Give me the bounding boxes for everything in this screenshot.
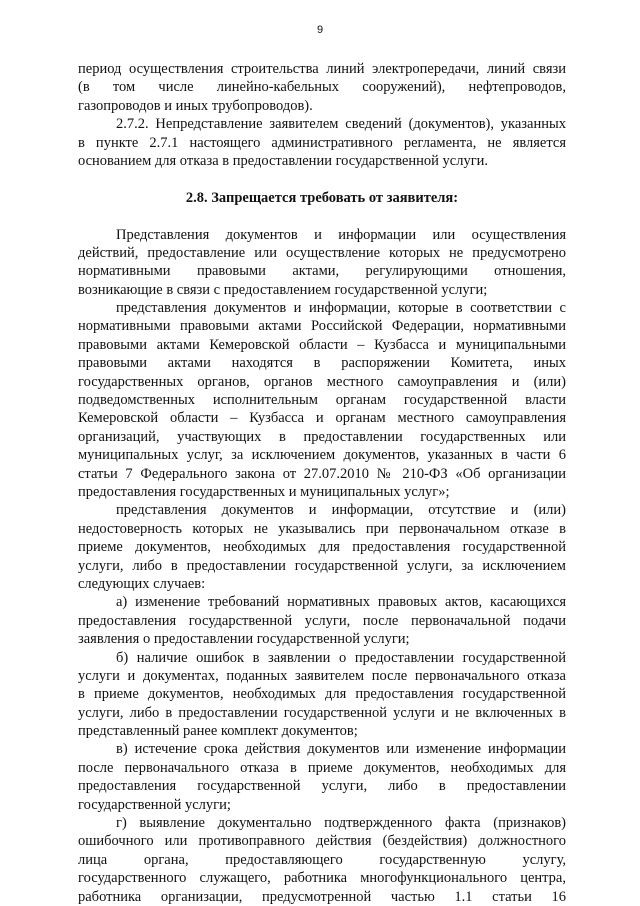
paragraph-gap — [78, 170, 566, 188]
text-line: правовыми актами Кемеровской области – Кузбасса и муниципальными — [78, 336, 566, 353]
text-line: основанием для отказа в предоставлении государственной услуги. — [78, 152, 489, 169]
text-line: 2.7.2. Непредставление заявителем сведений (документов), указанных — [116, 116, 566, 133]
text-line: правовыми актами находятся в распоряжении Комитета, иных — [78, 355, 566, 372]
text-line: г) выявление документально подтвержденного факта (признаков) — [116, 815, 566, 832]
text-line: в приеме документов, необходимых для предоставления государственной — [78, 686, 566, 703]
text-line: ошибочного или противоправного действия (бездействия) должностного — [78, 833, 566, 850]
text-line: лица органа, предоставляющего государственную услугу, — [78, 851, 566, 868]
text-line: (в том числе линейно-кабельных сооружений), нефтепроводов, — [78, 79, 566, 96]
text-line: недостоверность которых не указывались при первоначальном отказе в — [78, 520, 566, 537]
text-line: возникающие в связи с предоставлением государственной услуги; — [78, 281, 488, 298]
text-line: Представления документов и информации или осуществления — [116, 226, 566, 243]
text-line: предоставления государственных и муниципальных услуг»; — [78, 483, 450, 500]
text-line: следующих случаев: — [78, 575, 206, 592]
text-line: период осуществления строительства линий электропередачи, линий связи — [78, 61, 566, 77]
page-number: 9 — [316, 24, 324, 36]
text-line: услуги, либо в предоставлении государственной услуги и не включенных в — [78, 704, 566, 721]
text-line: газопроводов и иных трубопроводов). — [78, 97, 313, 114]
text-line: предоставления государственной услуги, после первоначальной подачи — [78, 612, 566, 629]
text-line: заявления о предоставлении государственной услуги; — [78, 631, 410, 648]
text-line: организаций, участвующих в предоставлении государственных или — [78, 428, 566, 445]
text-line: представленный ранее комплект документов; — [78, 723, 358, 740]
document-body — [78, 60, 566, 906]
text-line: нормативными правовыми актами, регулирующими отношения, — [78, 263, 566, 280]
text-line: работника организации, предусмотренной частью 1.1 статьи 16 — [78, 888, 566, 905]
text-line: подведомственных исполнительным органам государственной власти — [78, 392, 566, 409]
text-line: представления документов и информации, которые в соответствии с — [116, 300, 566, 317]
text-line: муниципальных услуг, за исключением документов, указанных в части 6 — [78, 447, 566, 464]
text-line: в пункте 2.7.1 настоящего административного регламента, не является — [78, 134, 566, 151]
text-line: государственной услуги; — [78, 796, 231, 813]
text-line: б) наличие ошибок в заявлении о предоставлении государственной — [116, 649, 566, 666]
text-line: государственных органов, органов местного самоуправления и (или) — [78, 373, 566, 390]
text-line: государственного служащего, работника многофункционального центра, — [78, 870, 566, 887]
text-line: услуги, либо в предоставлении государственной услуги, за исключением — [78, 557, 566, 574]
text-line: услуги и документах, поданных заявителем после первоначального отказа — [78, 667, 566, 684]
paragraph-gap — [78, 207, 566, 225]
section-heading: 2.8. Запрещается требовать от заявителя: — [185, 189, 459, 206]
text-line: в) истечение срока действия документов или изменение информации — [116, 741, 566, 758]
text-line: а) изменение требований нормативных правовых актов, касающихся — [116, 594, 566, 611]
text-line: Кемеровской области – Кузбасса и органам местного самоуправления — [78, 410, 566, 427]
text-line: нормативными правовыми актами Российской Федерации, нормативными — [78, 318, 566, 335]
text-line: приеме документов, необходимых для предоставления государственной — [78, 539, 566, 556]
text-line: статьи 7 Федерального закона от 27.07.2010 № 210-ФЗ «Об организации — [78, 465, 566, 482]
text-line: действий, предоставление или осуществление которых не предусмотрено — [78, 244, 566, 261]
text-line: представления документов и информации, отсутствие и (или) — [116, 502, 566, 519]
text-line: предоставления государственной услуги, либо в предоставлении — [78, 778, 566, 795]
text-line: после первоначального отказа в приеме документов, необходимых для — [78, 759, 566, 776]
